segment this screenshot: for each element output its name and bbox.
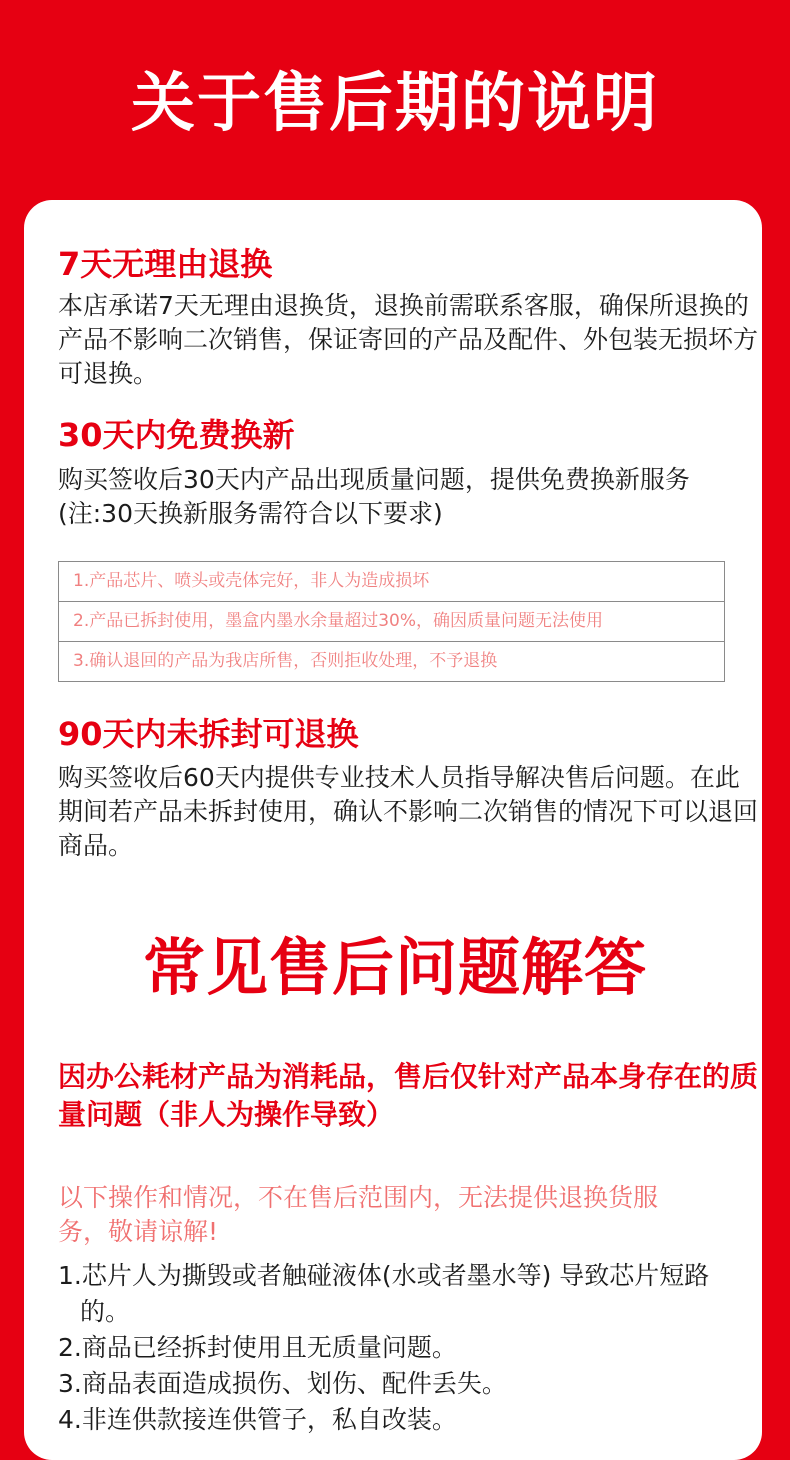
- page-title: 关于售后期的说明: [131, 67, 659, 141]
- section-body-30-day-replace: 购买签收后30天内产品出现质量问题，提供免费换新服务(注:30天换新服务需符合以下要求): [58, 465, 690, 528]
- list-item: 1.芯片人为撕毁或者触碰液体(水或者墨水等) 导致芯片短路的。: [58, 1261, 710, 1326]
- replacement-rules-table: [58, 561, 725, 682]
- rule-row: 1.产品芯片、喷头或壳体完好，非人为造成损坏: [73, 571, 430, 591]
- rule-row: 2.产品已拆封使用，墨盒内墨水余量超过30%，确因质量问题无法使用: [59, 601, 724, 641]
- faq-note: 以下操作和情况，不在售后范围内，无法提供退换货服务，敬请谅解!: [58, 1183, 659, 1246]
- list-item: 3.商品表面造成损伤、划伤、配件丢失。: [58, 1369, 507, 1398]
- list-item: 4.非连供款接连供管子，私自改装。: [58, 1405, 457, 1434]
- section-body-90-day-return: 购买签收后60天内提供专业技术人员指导解决售后问题。在此期间若产品未拆封使用，确认不影响二次销售的情况下可以退回商品。: [58, 763, 759, 860]
- faq-title: 常见售后问题解答: [142, 931, 647, 1004]
- section-title-7-day-return: 7天无理由退换: [58, 245, 273, 283]
- faq-intro: 因办公耗材产品为消耗品，售后仅针对产品本身存在的质量问题（非人为操作导致）: [58, 1060, 759, 1131]
- faq-list: [58, 1258, 758, 1438]
- section-body-7-day-return: 本店承诺7天无理由退换货，退换前需联系客服，确保所退换的产品不影响二次销售，保证寄回的产品及配件、外包装无损坏方可退换。: [58, 291, 759, 388]
- section-title-90-day-return: 90天内未拆封可退换: [58, 715, 359, 753]
- section-title-30-day-replace: 30天内免费换新: [58, 416, 295, 454]
- list-item: 2.商品已经拆封使用且无质量问题。: [58, 1333, 457, 1362]
- rule-row: 3.确认退回的产品为我店所售，否则拒收处理，不予退换: [59, 641, 724, 681]
